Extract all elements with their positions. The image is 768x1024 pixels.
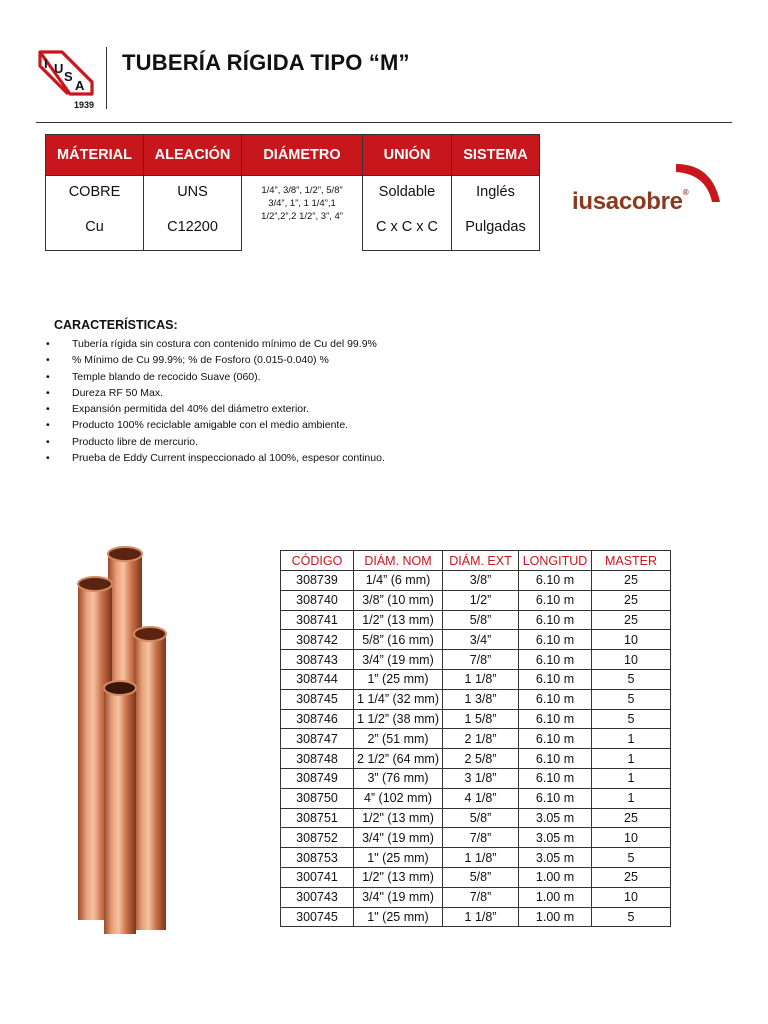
registered-mark: ®: [682, 188, 689, 197]
cell-longitud: 6.10 m: [519, 669, 592, 689]
characteristics-title: CARACTERÍSTICAS:: [54, 318, 178, 332]
brand-name: iusacobre: [572, 188, 683, 215]
cell-diam-ext: 3 1/8”: [443, 768, 519, 788]
cell-longitud: 6.10 m: [519, 788, 592, 808]
cell-codigo: 300743: [281, 887, 354, 907]
col-header-master: MASTER: [592, 551, 671, 571]
cell-master: 25: [592, 590, 671, 610]
cell-diam-nom: 1 1/4” (32 mm): [354, 689, 443, 709]
bullet-icon: •: [46, 452, 50, 465]
cell-codigo: 308752: [281, 828, 354, 848]
cell-longitud: 6.10 m: [519, 610, 592, 630]
cell-diam-ext: 1 1/8”: [443, 848, 519, 868]
spec-diametro: [242, 176, 363, 251]
characteristics-list: [44, 336, 385, 466]
cell-longitud: 3.05 m: [519, 808, 592, 828]
cell-diam-nom: 3/4" (19 mm): [354, 828, 443, 848]
copper-pipes-image: [58, 540, 188, 940]
svg-text:I: I: [44, 56, 48, 71]
cell-longitud: 1.00 m: [519, 887, 592, 907]
cell-diam-ext: 1 3/8”: [443, 689, 519, 709]
product-table: [280, 550, 671, 927]
spec-header-sistema: SISTEMA: [452, 135, 540, 176]
cell-diam-nom: 1” (25 mm): [354, 669, 443, 689]
cell-master: 10: [592, 650, 671, 670]
cell-diam-nom: 1/4” (6 mm): [354, 571, 443, 591]
spec-sistema: Pulgadas: [452, 212, 540, 251]
cell-master: 10: [592, 887, 671, 907]
header-divider: [106, 47, 107, 109]
spec-material: COBRE: [46, 176, 144, 213]
cell-master: 5: [592, 689, 671, 709]
cell-longitud: 6.10 m: [519, 749, 592, 769]
svg-text:U: U: [54, 61, 64, 76]
svg-text:S: S: [64, 69, 73, 84]
spec-material: Cu: [46, 212, 144, 251]
list-item: • Temple blando de recocido Suave (060).: [44, 369, 385, 385]
cell-diam-nom: 1 1/2” (38 mm): [354, 709, 443, 729]
cell-longitud: 6.10 m: [519, 709, 592, 729]
table-row: [281, 630, 671, 650]
cell-master: 10: [592, 630, 671, 650]
cell-master: 1: [592, 788, 671, 808]
bullet-icon: •: [46, 370, 50, 383]
iusa-logo: [36, 48, 96, 110]
cell-codigo: 300745: [281, 907, 354, 927]
cell-longitud: 1.00 m: [519, 867, 592, 887]
cell-diam-ext: 3/4”: [443, 630, 519, 650]
table-row: [281, 610, 671, 630]
cell-diam-nom: 2” (51 mm): [354, 729, 443, 749]
page-title: TUBERÍA RÍGIDA TIPO “M”: [122, 50, 410, 75]
cell-diam-nom: 1" (25 mm): [354, 907, 443, 927]
cell-codigo: 308745: [281, 689, 354, 709]
spec-diametro-line: 3/4”, 1”, 1 1/4”,1: [268, 198, 336, 209]
table-row: [281, 848, 671, 868]
spec-header-aleacion: ALEACIÓN: [144, 135, 242, 176]
cell-diam-ext: 7/8”: [443, 828, 519, 848]
spec-diametro-line: 1/4”, 3/8”, 1/2”, 5/8”: [261, 185, 343, 196]
cell-diam-ext: 7/8”: [443, 650, 519, 670]
bullet-icon: •: [46, 354, 50, 367]
table-row: [281, 669, 671, 689]
cell-diam-ext: 5/8”: [443, 610, 519, 630]
bullet-icon: •: [46, 386, 50, 399]
cell-codigo: 308750: [281, 788, 354, 808]
cell-master: 5: [592, 907, 671, 927]
spec-table: [45, 134, 540, 251]
svg-text:A: A: [75, 78, 85, 93]
table-row: [281, 749, 671, 769]
cell-codigo: 308742: [281, 630, 354, 650]
list-item: • Dureza RF 50 Max.: [44, 385, 385, 401]
cell-codigo: 308743: [281, 650, 354, 670]
spec-row: [46, 176, 540, 213]
iusacobre-logo: [572, 162, 724, 216]
cell-longitud: 3.05 m: [519, 828, 592, 848]
spec-union: C x C x C: [363, 212, 452, 251]
cell-master: 5: [592, 848, 671, 868]
table-row: [281, 788, 671, 808]
cell-codigo: 308741: [281, 610, 354, 630]
spec-header-row: [46, 135, 540, 176]
cell-diam-nom: 1" (25 mm): [354, 848, 443, 868]
cell-longitud: 6.10 m: [519, 689, 592, 709]
cell-longitud: 6.10 m: [519, 729, 592, 749]
list-item: • Tubería rígida sin costura con contenido mínimo de Cu del 99.9%: [44, 336, 385, 352]
spec-header-material: MÁTERIAL: [46, 135, 144, 176]
cell-codigo: 300741: [281, 867, 354, 887]
list-item: • Prueba de Eddy Current inspeccionado al 100%, espesor continuo.: [44, 450, 385, 466]
product-header-row: [281, 551, 671, 571]
bullet-icon: •: [46, 338, 50, 350]
cell-diam-ext: 1/2”: [443, 590, 519, 610]
table-row: [281, 571, 671, 591]
cell-diam-nom: 3/8” (10 mm): [354, 590, 443, 610]
spec-header-union: UNIÓN: [363, 135, 452, 176]
cell-longitud: 1.00 m: [519, 907, 592, 927]
cell-master: 25: [592, 808, 671, 828]
cell-master: 25: [592, 571, 671, 591]
cell-codigo: 308748: [281, 749, 354, 769]
cell-longitud: 6.10 m: [519, 768, 592, 788]
cell-diam-nom: 3” (76 mm): [354, 768, 443, 788]
cell-diam-nom: 3/4” (19 mm): [354, 650, 443, 670]
cell-diam-ext: 2 5/8”: [443, 749, 519, 769]
cell-master: 10: [592, 828, 671, 848]
table-row: [281, 867, 671, 887]
cell-codigo: 308746: [281, 709, 354, 729]
list-item: • % Mínimo de Cu 99.9%; % de Fosforo (0.015-0.040) %: [44, 352, 385, 368]
cell-diam-ext: 5/8”: [443, 867, 519, 887]
cell-master: 25: [592, 610, 671, 630]
spec-header-diametro: DIÁMETRO: [242, 135, 363, 176]
spec-diametro-line: 1/2”,2”,2 1/2”, 3”, 4”: [261, 211, 343, 222]
cell-diam-nom: 5/8” (16 mm): [354, 630, 443, 650]
col-header-diam-ext: DIÁM. EXT: [443, 551, 519, 571]
cell-codigo: 308744: [281, 669, 354, 689]
cell-diam-ext: 2 1/8”: [443, 729, 519, 749]
cell-master: 25: [592, 867, 671, 887]
cell-codigo: 308739: [281, 571, 354, 591]
col-header-codigo: CÓDIGO: [281, 551, 354, 571]
cell-longitud: 6.10 m: [519, 590, 592, 610]
cell-codigo: 308747: [281, 729, 354, 749]
cell-diam-nom: 1/2" (13 mm): [354, 867, 443, 887]
cell-codigo: 308751: [281, 808, 354, 828]
table-row: [281, 907, 671, 927]
cell-diam-nom: 3/4" (19 mm): [354, 887, 443, 907]
list-item: • Expansión permitida del 40% del diámetro exterior.: [44, 401, 385, 417]
cell-diam-nom: 1/2” (13 mm): [354, 610, 443, 630]
table-row: [281, 828, 671, 848]
spec-aleacion: UNS: [144, 176, 242, 213]
cell-diam-ext: 4 1/8”: [443, 788, 519, 808]
table-row: [281, 590, 671, 610]
cell-diam-ext: 1 1/8”: [443, 907, 519, 927]
cell-diam-nom: 1/2" (13 mm): [354, 808, 443, 828]
cell-diam-nom: 4” (102 mm): [354, 788, 443, 808]
table-row: [281, 887, 671, 907]
col-header-diam-nom: DIÁM. NOM: [354, 551, 443, 571]
cell-longitud: 6.10 m: [519, 650, 592, 670]
cell-master: 1: [592, 729, 671, 749]
header-rule: [36, 122, 732, 123]
table-row: [281, 729, 671, 749]
table-row: [281, 768, 671, 788]
cell-diam-ext: 1 1/8”: [443, 669, 519, 689]
col-header-longitud: LONGITUD: [519, 551, 592, 571]
cell-codigo: 308753: [281, 848, 354, 868]
table-row: [281, 808, 671, 828]
svg-text:1939: 1939: [74, 100, 95, 110]
cell-diam-ext: 7/8”: [443, 887, 519, 907]
cell-diam-ext: 5/8”: [443, 808, 519, 828]
table-row: [281, 650, 671, 670]
list-item: • Producto libre de mercurio.: [44, 434, 385, 450]
bullet-icon: •: [46, 435, 50, 448]
bullet-icon: •: [46, 419, 50, 432]
table-row: [281, 689, 671, 709]
cell-longitud: 6.10 m: [519, 630, 592, 650]
cell-longitud: 3.05 m: [519, 848, 592, 868]
bullet-icon: •: [46, 403, 50, 416]
cell-codigo: 308740: [281, 590, 354, 610]
product-table-body: [281, 571, 671, 927]
spec-union: Soldable: [363, 176, 452, 213]
cell-diam-ext: 1 5/8”: [443, 709, 519, 729]
cell-master: 5: [592, 669, 671, 689]
cell-master: 1: [592, 768, 671, 788]
list-item: • Producto 100% reciclable amigable con el medio ambiente.: [44, 417, 385, 433]
cell-diam-nom: 2 1/2” (64 mm): [354, 749, 443, 769]
spec-aleacion: C12200: [144, 212, 242, 251]
spec-sistema: Inglés: [452, 176, 540, 213]
cell-codigo: 308749: [281, 768, 354, 788]
cell-longitud: 6.10 m: [519, 571, 592, 591]
cell-master: 5: [592, 709, 671, 729]
cell-master: 1: [592, 749, 671, 769]
cell-diam-ext: 3/8”: [443, 571, 519, 591]
table-row: [281, 709, 671, 729]
